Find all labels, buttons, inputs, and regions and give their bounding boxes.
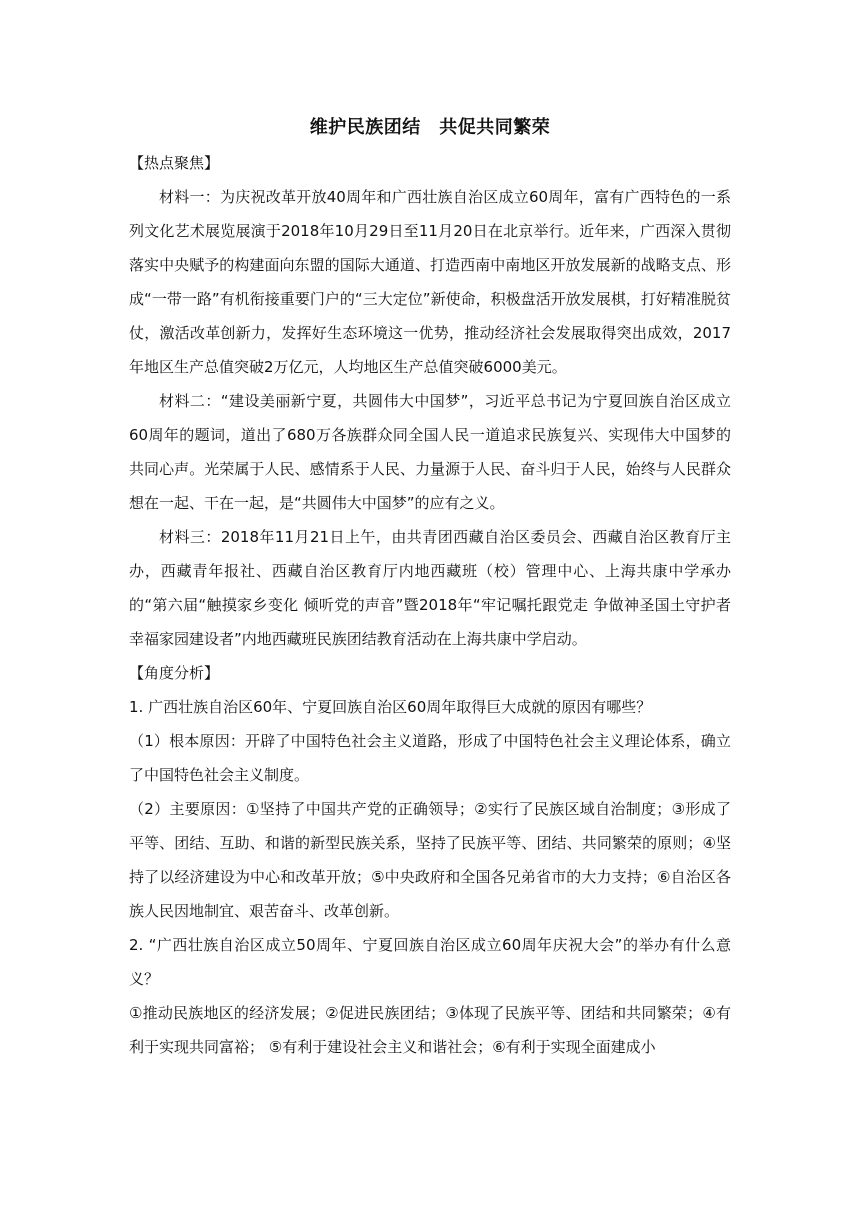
document-title: 维护民族团结 共促共同繁荣	[309, 117, 551, 138]
material-paragraph-2: 材料二：“建设美丽新宁夏，共圆伟大中国梦”，习近平总书记为宁夏回族自治区成立60周年的题词，道出了680万各族群众同全国人民一道追求民族复兴、实现伟大中国梦的共同心声。光荣属于人民、感情系于人民、力量源于人民、奋斗归于人民，始终与人民群众想在一起、干在一起，是“共圆伟大中国梦”的应有之义。	[129, 392, 731, 512]
section-heading-hot-focus: 【热点聚焦】	[129, 154, 220, 172]
document-body	[129, 112, 731, 1064]
section-heading-angle-analysis: 【角度分析】	[129, 664, 220, 682]
question-1-answer-1: （1）根本原因：开辟了中国特色社会主义道路，形成了中国特色社会主义理论体系，确立了中国特色社会主义制度。	[129, 732, 731, 784]
material-paragraph-1: 材料一：为庆祝改革开放40周年和广西壮族自治区成立60周年，富有广西特色的一系列文化艺术展览展演于2018年10月29日至11月20日在北京举行。近年来，广西深入贯彻落实中央赋予的构建面向东盟的国际大通道、打造西南中南地区开放发展新的战略支点、形成“一带一路”有机衔接重要门户的“三大定位”新使命，积极盘活开放发展棋，打好精准脱贫仗，激活改革创新力，发挥好生态环境这一优势，推动经济社会发展取得突出成效，2017年地区生产总值突破2万亿元，人均地区生产总值突破6000美元。	[129, 188, 731, 376]
question-1-answer-2: （2）主要原因：①坚持了中国共产党的正确领导；②实行了民族区域自治制度；③形成了平等、团结、互助、和谐的新型民族关系，坚持了民族平等、团结、共同繁荣的原则；④坚持了以经济建设为中心和改革开放；⑤中央政府和全国各兄弟省市的大力支持；⑥自治区各族人民因地制宜、艰苦奋斗、改革创新。	[129, 800, 731, 920]
question-2: 2. “广西壮族自治区成立50周年、宁夏回族自治区成立60周年庆祝大会”的举办有什么意义？	[129, 936, 731, 988]
question-1: 1. 广西壮族自治区60年、宁夏回族自治区60周年取得巨大成就的原因有哪些？	[129, 698, 652, 716]
material-paragraph-3: 材料三：2018年11月21日上午，由共青团西藏自治区委员会、西藏自治区教育厅主办，西藏青年报社、西藏自治区教育厅内地西藏班（校）管理中心、上海共康中学承办的“第六届“触摸家乡变化 倾听党的声音”暨2018年“牢记嘱托跟党走 争做神圣国土守护者幸福家园建设者”内地西藏班民族团结教育活动在上海共康中学启动。	[129, 528, 731, 648]
question-2-answer: ①推动民族地区的经济发展；②促进民族团结；③体现了民族平等、团结和共同繁荣；④有利于实现共同富裕； ⑤有利于建设社会主义和谐社会；⑥有利于实现全面建成小	[129, 1004, 731, 1056]
